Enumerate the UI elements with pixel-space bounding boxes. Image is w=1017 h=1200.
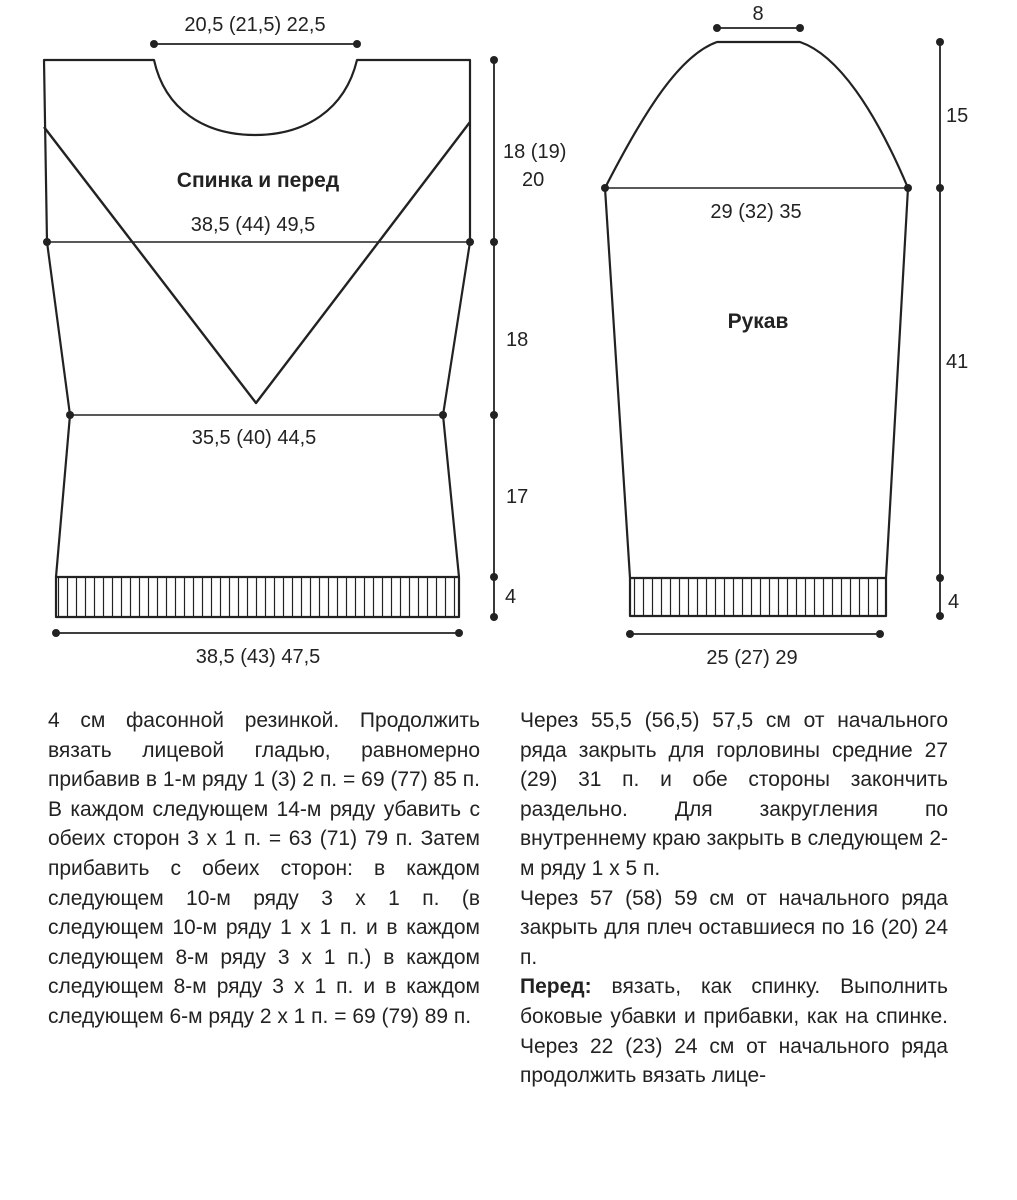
hem-width-label: 38,5 (43) 47,5 — [195, 646, 321, 668]
sleeve-length-label: 41 — [946, 351, 969, 373]
body-title: Спинка и перед — [176, 169, 340, 192]
instructions-left-paragraph: 4 см фасонной резинкой. Продолжить вязать лицевой гладью, равномерно прибавив в 1-м ряду 1 (3) 2 п. = 69 (77) 85 п. В каждом следующем 14-м ряду убавить с обеих сторон 3 x 1 п. = 63 (71) 79 п. Затем прибавить с обеих сторон: в каждом следующем 10-м ряду 3 x 1 п. (в следующем 10-м ряду 1 x 1 п. и в каждом следующем 8-м ряду 3 x 1 п.) в каждом следующем 8-м ряду 3 x 1 п. и в каждом следующем 6-м ряду 2 x 1 п. = 69 (79) 89 п. — [48, 709, 480, 1028]
sleeve-title: Рукав — [727, 310, 789, 333]
instructions-left-column — [48, 706, 480, 1032]
front-text: вязать, как спинку. Выполнить боковые убавки и прибавки, как на спинке. Через 22 (23) 24 см от начального ряда продолжить вязать лице- — [520, 975, 948, 1088]
instructions-right-column — [520, 706, 948, 1091]
waist-width-label: 35,5 (40) 44,5 — [191, 427, 317, 449]
neck-width-label: 20,5 (21,5) 22,5 — [184, 14, 326, 36]
sleeve-rib-height-label: 4 — [948, 591, 960, 613]
height-lower-label: 17 — [506, 486, 529, 508]
body-v-yoke-line — [44, 122, 470, 403]
height-rib-label: 4 — [505, 586, 517, 608]
cuff-width-label: 25 (27) 29 — [706, 647, 798, 669]
sleeve-ribbing — [631, 579, 885, 615]
instructions-front-paragraph — [520, 972, 948, 1090]
front-label: Перед: — [520, 975, 592, 999]
body-outline — [44, 60, 470, 617]
height-top-label-1: 18 (19) — [503, 141, 567, 163]
cap-height-label: 15 — [946, 105, 969, 127]
body-piece — [44, 60, 470, 617]
cap-top-width-label: 8 — [752, 3, 764, 25]
chest-width-label: 38,5 (44) 49,5 — [190, 214, 316, 236]
height-middle-label: 18 — [506, 329, 529, 351]
height-top-label-2: 20 — [522, 169, 545, 191]
body-ribbing — [57, 578, 458, 616]
sleeve-upper-width-label: 29 (32) 35 — [710, 201, 802, 223]
instructions-back-shoulder-paragraph: Через 57 (58) 59 см от начального ряда закрыть для плеч оставшиеся по 16 (20) 24 п. — [520, 886, 948, 969]
body-dots — [43, 238, 474, 419]
instructions-back-neck-paragraph: Через 55,5 (56,5) 57,5 см от начального ряда закрыть для горловины средние 27 (29) 31 п. и обе стороны закончить раздельно. Для закругления по внутреннему краю закрыть в следующем 2-м ряду 1 x 5 п. — [520, 709, 948, 880]
